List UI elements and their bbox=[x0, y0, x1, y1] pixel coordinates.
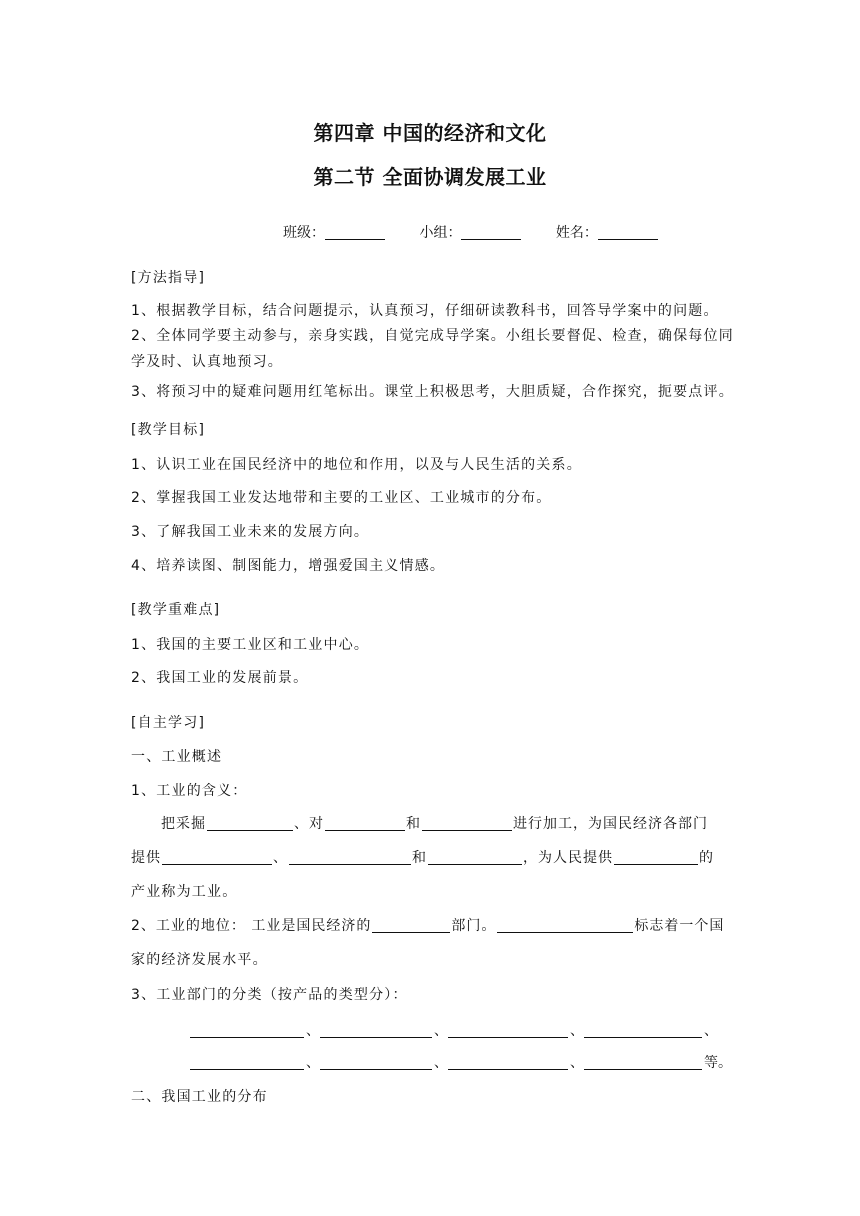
student-info-row bbox=[283, 222, 658, 242]
text-segment: 的 bbox=[699, 850, 714, 866]
text-segment: 和 bbox=[412, 850, 427, 866]
fill-blank[interactable] bbox=[584, 1055, 702, 1070]
question-3-title: 3、工业部门的分类（按产品的类型分）： bbox=[131, 987, 408, 1003]
class-label: 班级： bbox=[283, 225, 325, 241]
section-1-heading: 一、工业概述 bbox=[131, 749, 223, 765]
group-blank[interactable] bbox=[461, 225, 521, 240]
section-2-heading: 二、我国工业的分布 bbox=[131, 1089, 268, 1105]
fill-blank[interactable] bbox=[320, 1055, 432, 1070]
fill-blank[interactable] bbox=[448, 1055, 568, 1070]
text-segment: 等。 bbox=[704, 1055, 732, 1071]
text-segment: 进行加工，为国民经济各部门 bbox=[513, 816, 708, 832]
self-study-heading: [自主学习] bbox=[131, 715, 206, 731]
class-field bbox=[283, 222, 385, 242]
name-label: 姓名： bbox=[555, 225, 598, 241]
question-2-line-2: 家的经济发展水平。 bbox=[131, 952, 268, 968]
fill-blank[interactable] bbox=[584, 1023, 702, 1038]
fill-blank[interactable] bbox=[497, 918, 633, 933]
goal-item-1: 1、认识工业在国民经济中的地位和作用，以及与人民生活的关系。 bbox=[131, 457, 582, 473]
text-segment: 2、工业的地位： 工业是国民经济的 bbox=[131, 918, 372, 934]
fill-blank[interactable] bbox=[320, 1023, 432, 1038]
section-title: 第二节 全面协调发展工业 bbox=[313, 165, 547, 189]
goal-item-3: 3、了解我国工业未来的发展方向。 bbox=[131, 524, 370, 540]
class-blank[interactable] bbox=[325, 225, 385, 240]
group-label: 小组： bbox=[419, 225, 462, 241]
chapter-title: 第四章 中国的经济和文化 bbox=[313, 121, 547, 145]
fill-blank[interactable] bbox=[614, 850, 698, 865]
group-field bbox=[419, 222, 521, 242]
question-1-line-2 bbox=[131, 847, 729, 867]
separator: 、 bbox=[570, 1055, 584, 1071]
key-point-item-1: 1、我国的主要工业区和工业中心。 bbox=[131, 637, 370, 653]
text-segment: 提供 bbox=[131, 850, 161, 866]
text-segment: 部门。 bbox=[451, 918, 497, 934]
fill-blank[interactable] bbox=[422, 816, 512, 831]
method-item-2-cont: 学及时、认真地预习。 bbox=[131, 354, 283, 370]
fill-blank[interactable] bbox=[289, 850, 411, 865]
question-3-row-2 bbox=[190, 1052, 732, 1072]
method-item-2: 2、全体同学要主动参与，亲身实践，自觉完成导学案。小组长要督促、检查，确保每位同 bbox=[131, 328, 734, 344]
fill-blank[interactable] bbox=[162, 850, 272, 865]
question-1-line-1 bbox=[161, 813, 729, 833]
key-point-item-2: 2、我国工业的发展前景。 bbox=[131, 670, 309, 686]
fill-blank[interactable] bbox=[190, 1023, 304, 1038]
question-1-line-3: 产业称为工业。 bbox=[131, 884, 238, 900]
fill-blank[interactable] bbox=[448, 1023, 568, 1038]
separator: 、 bbox=[434, 1055, 448, 1071]
fill-blank[interactable] bbox=[325, 816, 405, 831]
key-points-heading: [教学重难点] bbox=[131, 602, 221, 618]
method-item-1: 1、根据教学目标，结合问题提示，认真预习，仔细研读教科书，回答导学案中的问题。 bbox=[131, 303, 719, 319]
text-segment: 把采掘 bbox=[161, 816, 206, 832]
separator: 、 bbox=[434, 1023, 448, 1039]
text-segment: 标志着一个国 bbox=[634, 918, 725, 934]
method-item-3: 3、将预习中的疑难问题用红笔标出。课堂上积极思考，大胆质疑，合作探究，扼要点评。 bbox=[131, 384, 734, 400]
fill-blank[interactable] bbox=[207, 816, 293, 831]
question-3-row-1 bbox=[190, 1020, 718, 1040]
fill-blank[interactable] bbox=[372, 918, 450, 933]
text-segment: ，为人民提供 bbox=[523, 850, 613, 866]
separator: 、 bbox=[306, 1055, 320, 1071]
text-segment: 和 bbox=[406, 816, 421, 832]
goals-heading: [教学目标] bbox=[131, 422, 206, 438]
name-field bbox=[556, 222, 658, 242]
name-blank[interactable] bbox=[598, 225, 658, 240]
method-heading: [方法指导] bbox=[131, 270, 206, 286]
separator: 、 bbox=[704, 1023, 718, 1039]
text-segment: 、对 bbox=[294, 816, 324, 832]
fill-blank[interactable] bbox=[190, 1055, 304, 1070]
question-1-title: 1、工业的含义： bbox=[131, 783, 248, 799]
goal-item-4: 4、培养读图、制图能力，增强爱国主义情感。 bbox=[131, 558, 446, 574]
question-2-line-1 bbox=[131, 915, 729, 935]
fill-blank[interactable] bbox=[428, 850, 522, 865]
goal-item-2: 2、掌握我国工业发达地带和主要的工业区、工业城市的分布。 bbox=[131, 490, 552, 506]
separator: 、 bbox=[306, 1023, 320, 1039]
text-segment: 、 bbox=[273, 850, 288, 866]
separator: 、 bbox=[570, 1023, 584, 1039]
